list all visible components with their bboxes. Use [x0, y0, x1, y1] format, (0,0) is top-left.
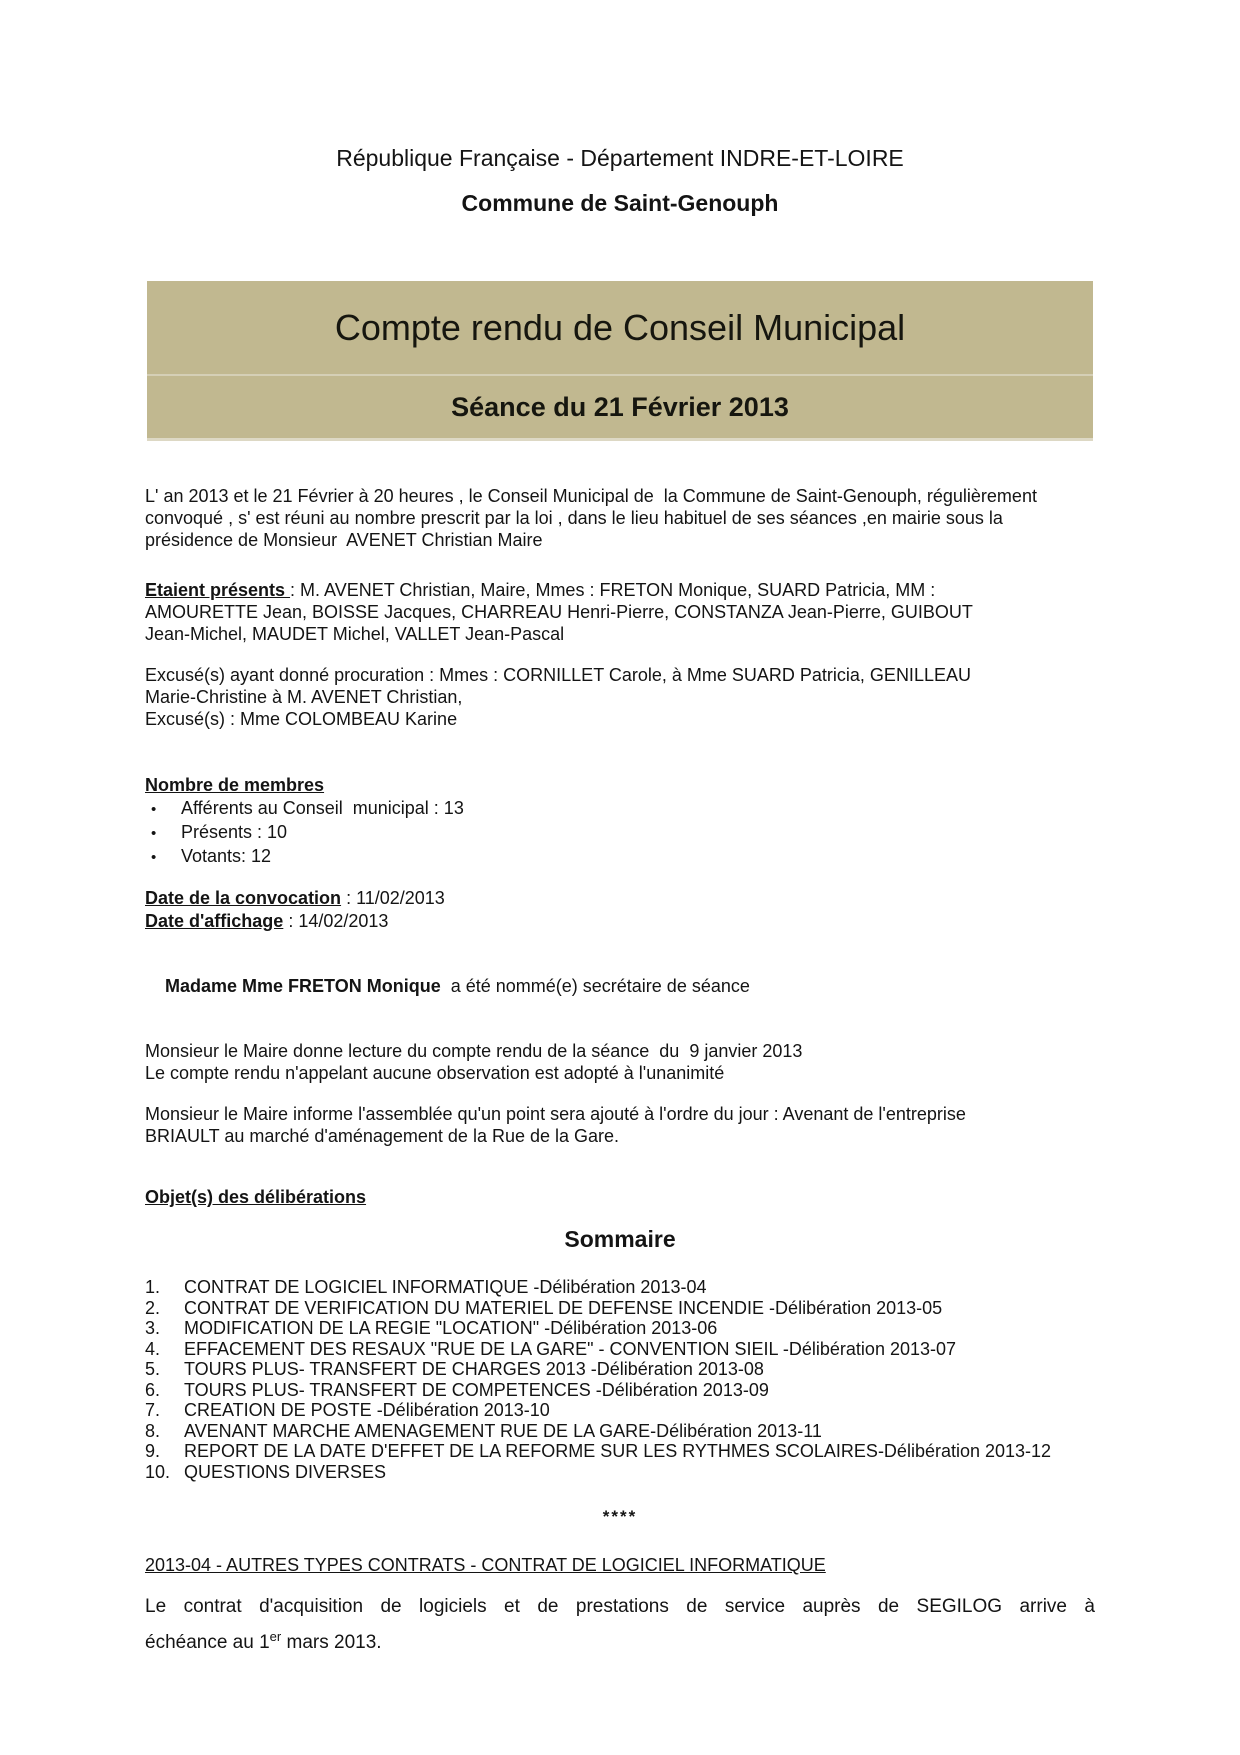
item-text: REPORT DE LA DATE D'EFFET DE LA REFORME SUR LES RYTHMES SCOLAIRES-Délibération 2013-12 [184, 1441, 1052, 1461]
sommaire-item [145, 1462, 1095, 1483]
presents-line-2: AMOURETTE Jean, BOISSE Jacques, CHARREAU Henri-Pierre, CONSTANZA Jean-Pierre, GUIBOUT [145, 602, 973, 622]
objet-heading-text: Objet(s) des délibérations [145, 1187, 367, 1207]
item-text: CONTRAT DE LOGICIEL INFORMATIQUE -Délibération 2013-04 [184, 1277, 707, 1297]
bullet-text: Afférents au Conseil municipal : 13 [181, 798, 464, 818]
bullet-item [145, 797, 1095, 821]
banner-title-row [147, 281, 1093, 376]
item-number: 4. [145, 1338, 161, 1359]
lecture-line-1: Monsieur le Maire donne lecture du compte rendu de la séance du 9 janvier 2013 [145, 1041, 803, 1061]
bullet-text: Votants: 12 [181, 846, 272, 866]
section-heading [145, 1554, 1095, 1576]
secretaire-line [145, 953, 1095, 1019]
affichage-value: : 14/02/2013 [283, 911, 389, 931]
item-text: EFFACEMENT DES RESAUX "RUE DE LA GARE" - CONVENTION SIEIL -Délibération 2013-07 [184, 1338, 957, 1359]
section-paragraph [145, 1592, 1095, 1658]
item-number: 2. [145, 1297, 161, 1318]
bullet-icon: • [151, 801, 157, 818]
sommaire-item [145, 1380, 1095, 1401]
item-text: CONTRAT DE VERIFICATION DU MATERIEL DE DEFENSE INCENDIE -Délibération 2013-05 [184, 1297, 943, 1318]
presents-names-1: : M. AVENET Christian, Maire, Mmes : FRETON Monique, SUARD Patricia, MM : [290, 580, 936, 600]
secretaire-rest: a été nommé(e) secrétaire de séance [440, 976, 750, 996]
excuses-line-3: Excusé(s) : Mme COLOMBEAU Karine [145, 709, 458, 729]
item-text: AVENANT MARCHE AMENAGEMENT RUE DE LA GARE-Délibération 2013-11 [184, 1420, 822, 1441]
ajout-line-1: Monsieur le Maire informe l'assemblée qu'un point sera ajouté à l'ordre du jour : Avenant de l'entreprise [145, 1104, 966, 1124]
item-number: 1. [145, 1277, 161, 1297]
sommaire-item [145, 1318, 1095, 1339]
section-para-line-2 [145, 1622, 1095, 1658]
sommaire-list [145, 1277, 1095, 1482]
line2-suffix: mars 2013. [281, 1632, 382, 1653]
sommaire-item [145, 1400, 1095, 1421]
section-heading-text: 2013-04 - AUTRES TYPES CONTRATS - CONTRAT DE LOGICIEL INFORMATIQUE [145, 1555, 826, 1575]
affichage-label: Date d'affichage [145, 911, 284, 931]
header-line1: République Française - Département INDRE-ET-LOIRE [336, 145, 904, 171]
intro-line-1: L' an 2013 et le 21 Février à 20 heures , le Conseil Municipal de la Commune de Saint-Genouph, régulièrement [145, 486, 1037, 506]
bullet-text: Présents : 10 [181, 822, 288, 842]
excuses-line-1: Excusé(s) ayant donné procuration : Mmes : CORNILLET Carole, à Mme SUARD Patricia, GENILLEAU [145, 665, 971, 685]
dates-block [145, 887, 1095, 933]
bullet-item [145, 845, 1095, 869]
title-banner [147, 281, 1093, 441]
bullet-icon: • [151, 825, 157, 842]
item-text: TOURS PLUS- TRANSFERT DE CHARGES 2013 -Délibération 2013-08 [184, 1359, 764, 1379]
intro-line-3: présidence de Monsieur AVENET Christian Maire [145, 530, 543, 550]
affichage-date-line [145, 910, 1095, 933]
section-para-line-1: Le contrat d'acquisition de logiciels et de prestations de service auprès de SEGILOG arrive à [145, 1596, 1095, 1617]
convocation-label: Date de la convocation [145, 888, 342, 908]
presents-line-3: Jean-Michel, MAUDET Michel, VALLET Jean-Pascal [145, 624, 565, 644]
sommaire-item [145, 1441, 1095, 1462]
ajout-line-2: BRIAULT au marché d'aménagement de la Rue de la Gare. [145, 1126, 620, 1146]
ordinal-superscript: er [269, 1629, 282, 1644]
item-number: 3. [145, 1318, 161, 1338]
membres-bullet-list [145, 797, 1095, 869]
item-text: QUESTIONS DIVERSES [184, 1461, 387, 1482]
header-line2: Commune de Saint-Genouph [461, 190, 779, 216]
item-number: 9. [145, 1441, 161, 1461]
bullet-item [145, 821, 1095, 845]
item-text: CREATION DE POSTE -Délibération 2013-10 [184, 1400, 550, 1420]
lecture-line-2: Le compte rendu n'appelant aucune observation est adopté à l'unanimité [145, 1063, 725, 1083]
presents-label: Etaient présents [145, 580, 291, 600]
bullet-icon: • [151, 849, 157, 866]
presents-paragraph [145, 579, 1095, 645]
item-text: TOURS PLUS- TRANSFERT DE COMPETENCES -Délibération 2013-09 [184, 1379, 769, 1400]
item-number: 7. [145, 1400, 161, 1420]
excuses-paragraph [145, 664, 1095, 730]
secretaire-name: Madame Mme FRETON Monique [165, 976, 441, 996]
line2-prefix: échéance au 1 [145, 1632, 270, 1653]
asterisk-separator: **** [602, 1507, 638, 1526]
sommaire-item [145, 1421, 1095, 1442]
item-text: MODIFICATION DE LA REGIE "LOCATION" -Délibération 2013-06 [184, 1318, 718, 1338]
convocation-value: : 11/02/2013 [341, 888, 445, 908]
excuses-line-2: Marie-Christine à M. AVENET Christian, [145, 687, 463, 707]
sommaire-item [145, 1277, 1095, 1298]
session-date: Séance du 21 Février 2013 [451, 391, 789, 422]
sommaire-item [145, 1339, 1095, 1360]
convocation-date-line [145, 887, 1095, 910]
membres-heading [145, 774, 1095, 796]
banner-subtitle-row [147, 376, 1093, 438]
presents-line-1 [145, 579, 1095, 601]
item-number: 5. [145, 1359, 161, 1379]
lecture-paragraph [145, 1040, 1095, 1084]
objet-heading [145, 1186, 1095, 1208]
item-number: 10. [145, 1461, 171, 1482]
sommaire-item [145, 1359, 1095, 1380]
membres-heading-text: Nombre de membres [145, 775, 325, 795]
intro-paragraph [145, 485, 1095, 551]
sommaire-item [145, 1298, 1095, 1319]
ajout-paragraph [145, 1103, 1095, 1147]
intro-line-2: convoqué , s' est réuni au nombre prescrit par la loi , dans le lieu habituel de ses séances ,en mairie sous la [145, 508, 1003, 528]
sommaire-title: Sommaire [564, 1226, 676, 1252]
document-title: Compte rendu de Conseil Municipal [334, 306, 906, 348]
item-number: 8. [145, 1420, 161, 1441]
item-number: 6. [145, 1379, 161, 1400]
